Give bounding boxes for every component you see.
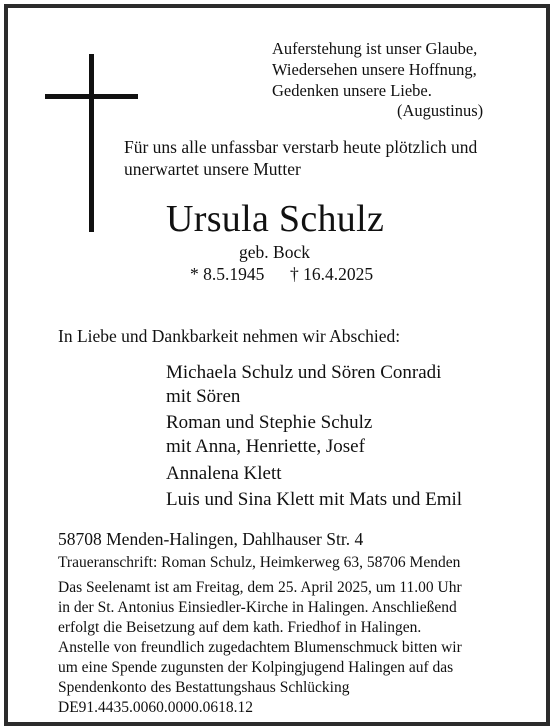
maiden-name: geb. Bock	[239, 242, 310, 262]
mourner-line: Roman und Stephie Schulz	[166, 412, 373, 433]
donation-iban: DE91.4435.0060.0000.0618.12	[58, 699, 254, 716]
mourning-address: Traueranschrift: Roman Schulz, Heimkerweg 63, 58706 Menden	[58, 554, 461, 571]
family-address: 58708 Menden-Halingen, Dahlhauser Str. 4	[58, 529, 364, 549]
service-line: Spendenkonto des Bestattungshaus Schlücking	[58, 679, 350, 696]
service-line: in der St. Antonius Einsiedler-Kirche in Halingen. Anschließend	[58, 599, 457, 616]
obituary-notice	[4, 4, 550, 726]
death-date: † 16.4.2025	[290, 264, 374, 284]
service-line: Anstelle von freundlich zugedachtem Blumenschmuck bitten wir	[58, 639, 462, 656]
mourner-line: Michaela Schulz und Sören Conradi	[166, 362, 442, 383]
quote-line-1: Auferstehung ist unser Glaube,	[272, 39, 478, 58]
quote-attribution: (Augustinus)	[397, 101, 484, 120]
mourner-line: Luis und Sina Klett mit Mats und Emil	[166, 489, 463, 510]
intro-line-1: Für uns alle unfassbar verstarb heute plötzlich und	[124, 137, 478, 157]
intro-line-2: unerwartet unsere Mutter	[124, 159, 301, 179]
mourner-line: mit Sören	[166, 386, 241, 407]
service-line: erfolgt die Beisetzung auf dem kath. Friedhof in Halingen.	[58, 619, 422, 636]
service-line: Das Seelenamt ist am Freitag, dem 25. April 2025, um 11.00 Uhr	[58, 579, 462, 596]
deceased-name: Ursula Schulz	[166, 198, 385, 240]
farewell-text: In Liebe und Dankbarkeit nehmen wir Abschied:	[58, 326, 401, 346]
quote-line-2: Wiedersehen unsere Hoffnung,	[272, 60, 477, 79]
mourner-line: mit Anna, Henriette, Josef	[166, 436, 365, 457]
service-line: um eine Spende zugunsten der Kolpingjugend Halingen auf das	[58, 659, 454, 676]
mourner-line: Annalena Klett	[166, 463, 282, 484]
birth-date: * 8.5.1945	[190, 264, 265, 284]
quote-line-3: Gedenken unsere Liebe.	[272, 81, 432, 100]
